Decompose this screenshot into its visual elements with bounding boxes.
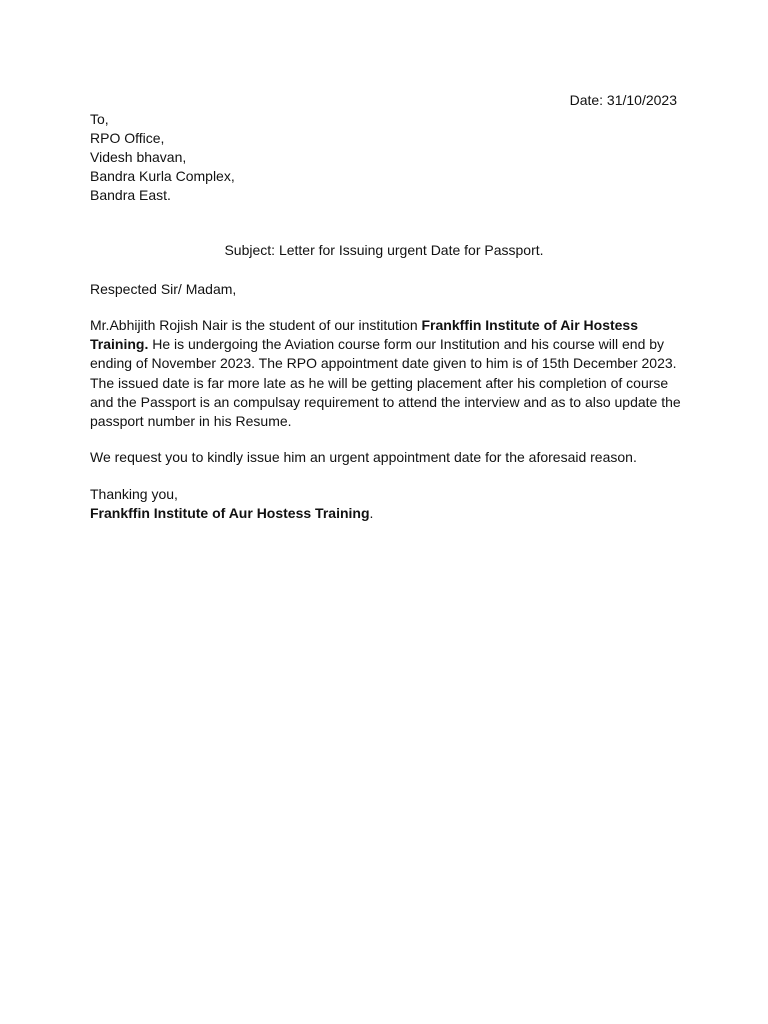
address-to: To, xyxy=(90,111,109,127)
address-line-2: Videsh bhavan, xyxy=(90,149,187,165)
address-line-3: Bandra Kurla Complex, xyxy=(90,168,235,184)
address-line-1: RPO Office, xyxy=(90,130,165,146)
letter-date: Date: 31/10/2023 xyxy=(569,92,677,108)
paragraph-line: and the Passport is an compulsay requirement to attend the interview and as to also update the xyxy=(90,393,681,410)
body-paragraph-2: We request you to kindly issue him an urgent appointment date for the aforesaid reason. xyxy=(90,449,637,465)
letter-subject: Subject: Letter for Issuing urgent Date for Passport. xyxy=(224,242,544,258)
body-paragraph-1 xyxy=(90,316,690,431)
paragraph-line: passport number in his Resume. xyxy=(90,413,292,430)
paragraph-line: Mr.Abhijith Rojish Nair is the student of our institution Frankffin Institute of Air Hostess xyxy=(90,317,639,333)
address-line-4: Bandra East. xyxy=(90,187,171,203)
paragraph-line: Training. He is undergoing the Aviation course form our Institution and his course will end by xyxy=(90,336,665,353)
paragraph-line: The issued date is far more late as he will be getting placement after his completion of course xyxy=(90,374,669,391)
signature-name: Frankffin Institute of Aur Hostess Training xyxy=(90,505,370,521)
salutation: Respected Sir/ Madam, xyxy=(90,281,237,297)
signature-punctuation: . xyxy=(369,505,374,521)
closing-line: Thanking you, xyxy=(90,486,178,502)
signature-line xyxy=(90,504,373,523)
paragraph-line: ending of November 2023. The RPO appointment date given to him is of 15th December 2023. xyxy=(90,355,677,372)
